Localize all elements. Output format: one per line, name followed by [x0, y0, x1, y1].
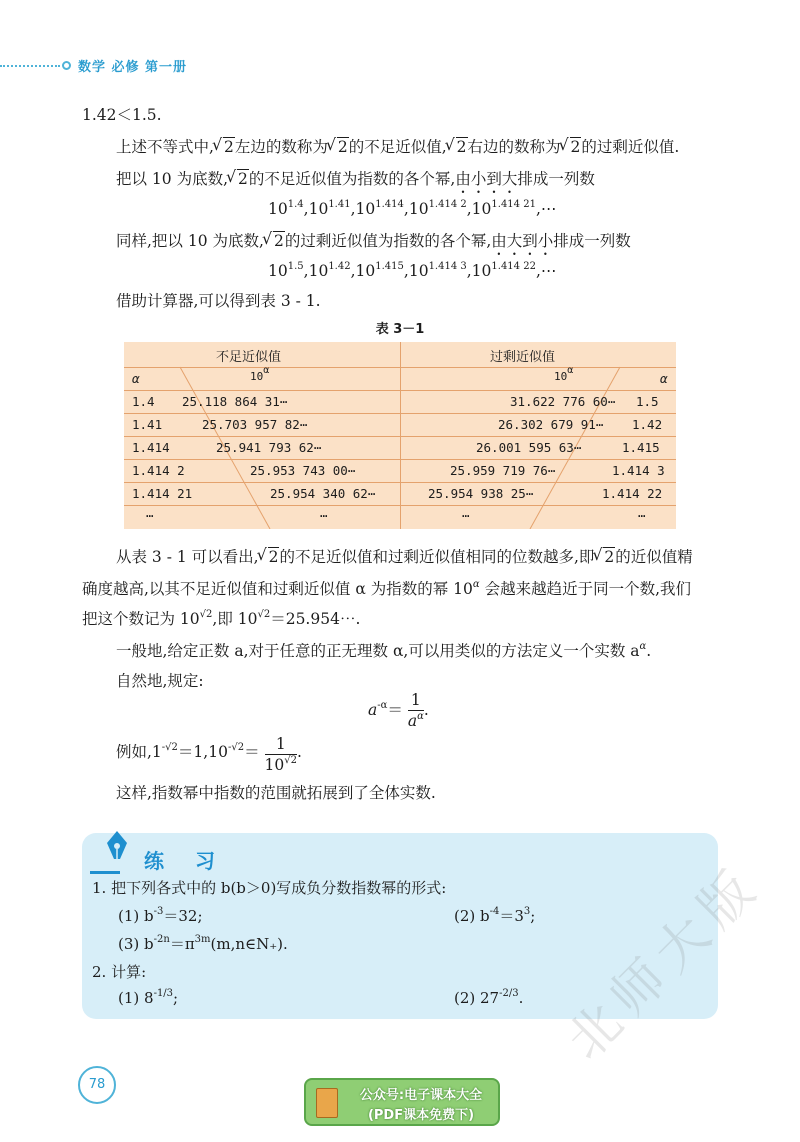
- practice-heading: 练 习: [144, 849, 227, 873]
- exercise-2: 2. 计算:: [92, 963, 147, 981]
- text-line-3: 把以 10 为底数,√ 2的不足近似值为指数的各个幂,由小到大排成一列数: [116, 164, 595, 197]
- exercise-1-1: (1) $b^{-3}=32$;: [118, 906, 203, 925]
- book-icon: [316, 1088, 338, 1118]
- sqrt-symbol: √ 2: [447, 132, 468, 162]
- table-cell: 25.118 864 31⋯: [182, 394, 288, 409]
- table-cell: ⋯: [320, 508, 328, 523]
- para-line: 确度越高,以其不足近似值和过剩近似值 α 为指数的幂 $10^\alpha$ 会越来越趋近于同一个数,我们: [82, 579, 692, 598]
- table-cell: 1.5: [636, 394, 659, 409]
- publisher-watermark: 北师大版: [555, 853, 774, 1072]
- table-cell: 25.954 340 62⋯: [270, 486, 376, 501]
- exercise-2-1: (1) $8^{-1/3}$;: [118, 988, 179, 1007]
- header-dotted-rule: [0, 65, 60, 67]
- sequence-lower: $10^{1.4},10^{1.41},10^{1.414},10^{1.414 2},10^{1.414 21},\cdots$: [268, 199, 557, 218]
- table-cell: 1.414 3: [612, 463, 665, 478]
- sequence-upper: $10^{1.5},10^{1.42},10^{1.415},10^{1.414 3},10^{1.414 22},\cdots$: [268, 261, 557, 280]
- header-lower-approx: 不足近似值: [216, 350, 282, 365]
- text-line-1: 1.42＜1.5.: [82, 106, 162, 124]
- text-line-5: 同样,把以 10 为底数,√ 2的过剩近似值为指数的各个幂,由大到小排成一列数: [116, 226, 631, 259]
- table-cell: ⋯: [462, 508, 470, 523]
- approximation-table: [124, 342, 676, 529]
- running-header: [0, 56, 800, 76]
- table-cell: ⋯: [146, 508, 154, 523]
- table-cell: 25.703 957 82⋯: [202, 417, 308, 432]
- badge-line-1: 公众号:电子课本大全: [359, 1088, 483, 1103]
- definition-formula: $a^{-\alpha}=$ $\frac{1}{a^\alpha}$ .: [368, 691, 429, 730]
- table-cell: 25.954 938 25⋯: [428, 486, 534, 501]
- exercise-2-2: (2) $27^{-2/3}$.: [454, 988, 524, 1007]
- text-line-7: 借助计算器,可以得到表 3 - 1.: [116, 292, 321, 310]
- sqrt-symbol: √ 2: [214, 132, 235, 162]
- badge-line-2: (PDF课本免费下): [367, 1108, 475, 1123]
- sqrt-symbol: √ 2: [594, 542, 615, 572]
- sqrt-symbol: √ 2: [561, 132, 582, 162]
- table-cell: 31.622 776 60⋯: [510, 394, 616, 409]
- table-cell: 1.414: [132, 440, 170, 455]
- example-line: 例如$,1^{-√2}=1,10^{-√2}=$ $\frac{1}{10^{√2}}$ .: [116, 735, 302, 774]
- promo-badge[interactable]: [304, 1078, 500, 1126]
- table-cell: 25.941 793 62⋯: [216, 440, 322, 455]
- table-cell: 1.42: [632, 417, 663, 432]
- page-number: 78: [78, 1066, 116, 1104]
- alpha-label-left: α: [132, 371, 140, 386]
- pen-nib-icon: [100, 829, 134, 869]
- sqrt-symbol: √ 2: [228, 164, 249, 194]
- table-cell: 1.414 2: [132, 463, 185, 478]
- power-label-right: $10^\alpha$: [554, 365, 574, 383]
- emphasis-text: 由大到小: [491, 232, 554, 250]
- sqrt-symbol: √ 2: [328, 132, 349, 162]
- table-cell: 26.302 679 91⋯: [498, 417, 604, 432]
- table-cell: 26.001 595 63⋯: [476, 440, 582, 455]
- sqrt-symbol: √ 2: [259, 542, 280, 572]
- para-line: 从表 3 - 1 可以看出,√ 2的不足近似值和过剩近似值相同的位数越多,即√ 2的近似值精: [116, 542, 693, 572]
- exercise-1-2: (2) $b^{-4}=3^3$;: [454, 906, 536, 925]
- heading-underline: [90, 871, 120, 874]
- sqrt-symbol: √ 2: [264, 226, 285, 256]
- table-cell: 1.414 21: [132, 486, 193, 501]
- table-cell: 25.959 719 76⋯: [450, 463, 556, 478]
- power-label-left: $10^\alpha$: [250, 365, 270, 383]
- header-upper-approx: 过剩近似值: [490, 350, 556, 365]
- table-caption: 表 3－1: [375, 322, 425, 337]
- table-cell: 1.4: [132, 394, 155, 409]
- book-title: 数学 必修 第一册: [78, 60, 188, 75]
- para-line: 一般地,给定正数 a,对于任意的正无理数 α,可以用类似的方法定义一个实数 $a^\alpha$.: [116, 641, 652, 660]
- emphasis-text: 由小到大: [455, 170, 518, 188]
- table-cell: ⋯: [638, 508, 646, 523]
- table-cell: 1.41: [132, 417, 163, 432]
- exercise-1-3: (3) $b^{-2n}=\pi^{3m}(m,n\in N_+)$.: [118, 934, 288, 953]
- exercise-1: 1. 把下列各式中的 b(b＞0)写成负分数指数幂的形式:: [92, 879, 447, 897]
- table-diagonals: [124, 342, 676, 529]
- para-line: 把这个数记为 $10^{√2}$,即 $10^{√2}=25.954\cdots$.: [82, 609, 361, 628]
- table-cell: 1.414 22: [602, 486, 663, 501]
- table-cell: 1.415: [622, 440, 660, 455]
- header-ring-icon: [62, 61, 71, 70]
- text-line-2: 上述不等式中,√ 2左边的数称为√ 2的不足近似值,√ 2右边的数称为√ 2的过剩近似值.: [116, 132, 679, 162]
- table-cell: 25.953 743 00⋯: [250, 463, 356, 478]
- para-line: 自然地,规定:: [116, 672, 204, 690]
- alpha-label-right: α: [660, 371, 668, 386]
- para-line: 这样,指数幂中指数的范围就拓展到了全体实数.: [116, 784, 436, 802]
